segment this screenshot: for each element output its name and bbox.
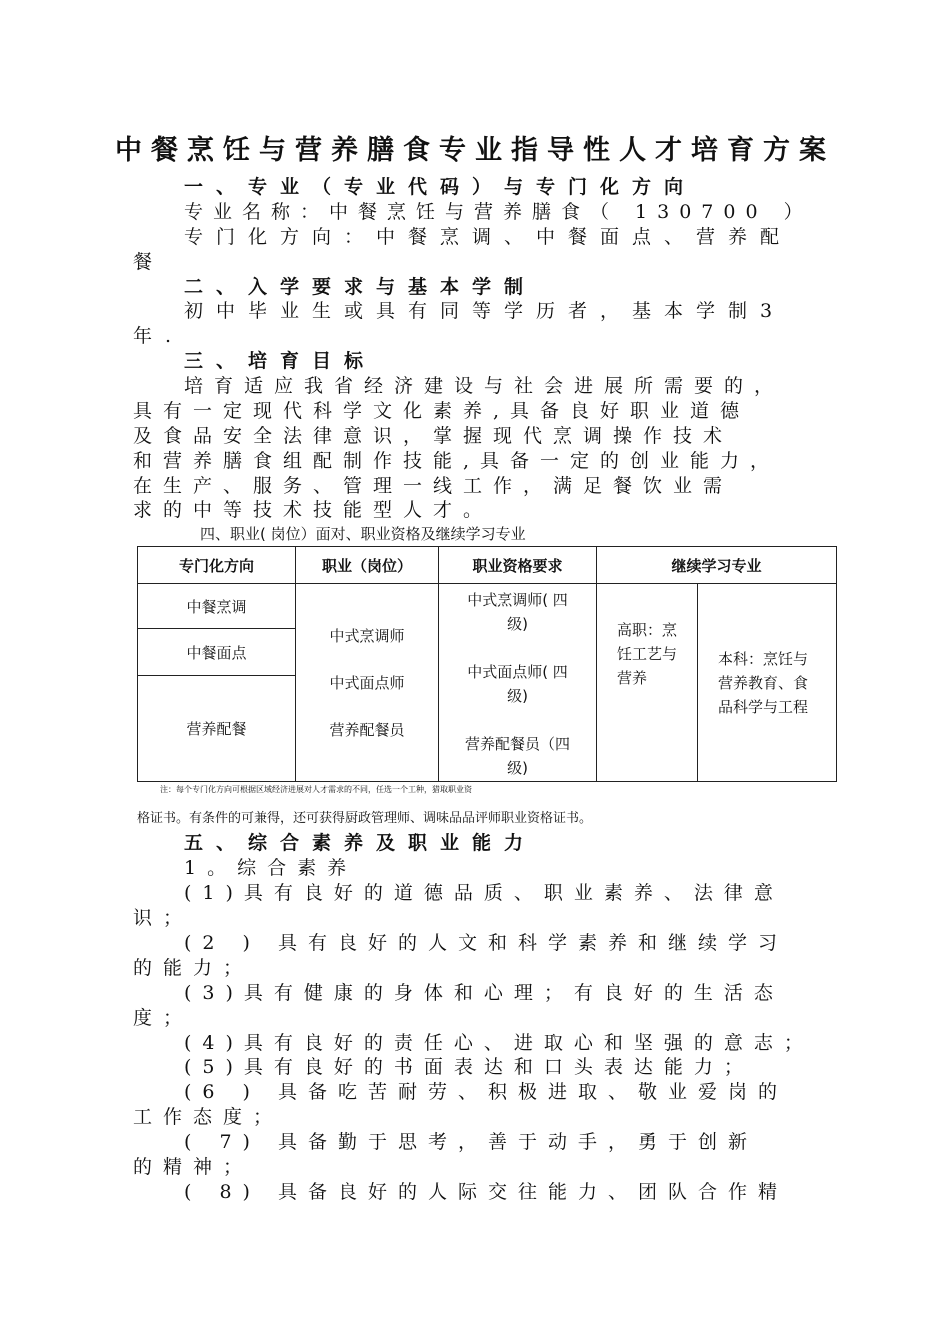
quality-item: (6 ) 具备吃苦耐劳、积极进取、敬业爱岗的 bbox=[184, 1081, 788, 1103]
direction-cell: 中餐烹调 bbox=[138, 584, 296, 629]
quality-item: (1)具有良好的道德品质、职业素养、法律意 bbox=[184, 882, 784, 904]
header-qualification: 职业资格要求 bbox=[439, 547, 597, 584]
qualification-item: 中式烹调师( 四 bbox=[467, 590, 568, 609]
higher-vocational-line: 高职：烹 bbox=[617, 621, 678, 639]
goal-line: 求的中等技术技能型人才。 bbox=[133, 499, 494, 521]
quality-item-cont: 的能力； bbox=[133, 957, 254, 979]
job-item: 中式面点师 bbox=[329, 673, 405, 692]
specialization-line-cont: 餐 bbox=[133, 251, 153, 273]
higher-vocational-line: 饪工艺与 bbox=[617, 645, 678, 663]
direction-cell: 营养配餐 bbox=[138, 676, 296, 782]
job-item: 中式烹调师 bbox=[329, 626, 405, 645]
job-item: 营养配餐员 bbox=[329, 720, 405, 739]
quality-item: (5)具有良好的书面表达和口头表达能力； bbox=[184, 1056, 754, 1078]
header-further-study: 继续学习专业 bbox=[597, 547, 837, 584]
bachelor-line: 本科：烹饪与 bbox=[718, 649, 809, 668]
goal-line: 及食品安全法律意识，掌握现代烹调操作技术 bbox=[133, 425, 734, 447]
quality-item-cont: 工作态度； bbox=[133, 1106, 284, 1128]
direction-cell: 中餐面点 bbox=[138, 629, 296, 676]
quality-item: ( 7) 具备勤于思考，善于动手，勇于创新 bbox=[184, 1131, 758, 1153]
table-caption: 四、职业( 岗位）面对、职业资格及继续学习专业 bbox=[200, 525, 526, 543]
document-title: 中餐烹饪与营养膳食专业指导性人才培育方案 bbox=[115, 135, 835, 166]
job-cell bbox=[296, 584, 439, 782]
higher-vocational-cell bbox=[597, 584, 698, 782]
goal-line: 具有一定现代科学文化素养,具备良好职业道德 bbox=[133, 400, 751, 422]
table-row bbox=[138, 584, 837, 629]
qualification-item: 中式面点师( 四 bbox=[467, 662, 568, 681]
specialization-line: 专门化方向：中餐烹调、中餐面点、营养配 bbox=[184, 226, 793, 248]
table-note: 注：每个专门化方向可根据区域经济进展对人才需求的不同，任选一个工种，猎取职业资 bbox=[160, 785, 472, 794]
admission-line-cont: 年. bbox=[133, 325, 185, 347]
section-3-heading: 三、培育目标 bbox=[184, 350, 377, 372]
section-1-heading: 一、专业（专业代码）与专门化方向 bbox=[184, 176, 697, 198]
qualification-item: 级) bbox=[507, 758, 528, 777]
goal-line: 和营养膳食组配制作技能,具备一定的创业能力， bbox=[133, 450, 781, 472]
header-direction: 专门化方向 bbox=[138, 547, 296, 584]
qualification-cell bbox=[439, 584, 597, 782]
qualification-item: 级) bbox=[507, 614, 528, 633]
bachelor-line: 品科学与工程 bbox=[718, 697, 809, 716]
higher-vocational-line: 营养 bbox=[617, 669, 648, 687]
section-5-heading: 五、综合素养及职业能力 bbox=[184, 832, 537, 854]
qualification-item: 营养配餐员（四 bbox=[464, 734, 570, 753]
table-header-row bbox=[138, 547, 837, 584]
quality-item: (3)具有健康的身体和心理；有良好的生活态 bbox=[184, 982, 784, 1004]
table-note-cont: 格证书。有条件的可兼得，还可获得厨政管理师、调味品品评师职业资格证书。 bbox=[137, 811, 593, 826]
goal-line: 培育适应我省经济建设与社会进展所需要的， bbox=[184, 375, 785, 397]
bachelor-line: 营养教育、食 bbox=[718, 673, 809, 692]
bachelor-cell bbox=[698, 584, 837, 782]
goal-line: 在生产、服务、管理一线工作，满足餐饮业需 bbox=[133, 475, 734, 497]
major-name: 专业名称：中餐烹饪与营养膳食（ 130700 ） bbox=[184, 201, 813, 223]
qualification-table bbox=[137, 546, 837, 782]
quality-item-cont: 的精神； bbox=[133, 1156, 254, 1178]
quality-item-cont: 识； bbox=[133, 907, 194, 929]
subsection-heading: 1。综合素养 bbox=[184, 857, 358, 879]
quality-item: ( 8) 具备良好的人际交往能力、团队合作精 bbox=[184, 1181, 788, 1203]
quality-item-cont: 度； bbox=[133, 1007, 194, 1029]
quality-item: (4)具有良好的责任心、进取心和坚强的意志； bbox=[184, 1032, 814, 1054]
quality-item: (2 ) 具有良好的人文和科学素养和继续学习 bbox=[184, 932, 788, 954]
section-2-heading: 二、入学要求与基本学制 bbox=[184, 276, 537, 298]
qualification-item: 级) bbox=[507, 686, 528, 705]
admission-line: 初中毕业生或具有同等学历者，基本学制3 bbox=[184, 300, 786, 322]
header-job: 职业（岗位） bbox=[296, 547, 439, 584]
